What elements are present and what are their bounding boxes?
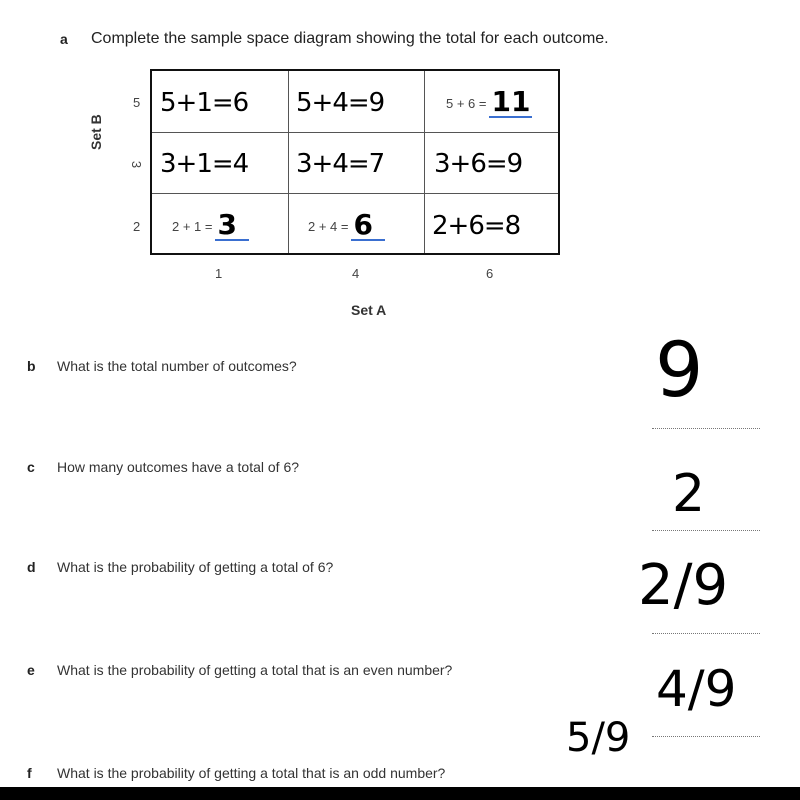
handwritten-answer: 3+4=7 (296, 149, 385, 179)
printed-equation: 5 + 6 = (446, 95, 487, 111)
set-a-tick-6: 6 (486, 266, 494, 281)
question-d-letter: d (27, 559, 36, 575)
answer-d: 2/9 (638, 553, 729, 618)
cell-3-4[interactable] (296, 138, 422, 190)
question-d-text: What is the probability of getting a total of 6? (57, 559, 334, 575)
handwritten-answer: 2+6=8 (432, 211, 521, 241)
question-e-text: What is the probability of getting a total that is an even number? (57, 662, 453, 678)
cell-5-4[interactable] (296, 77, 422, 129)
grid-divider (152, 193, 558, 194)
question-b-letter: b (27, 358, 36, 374)
printed-equation: 2 + 4 = (308, 218, 349, 234)
question-c-letter: c (27, 459, 35, 475)
question-e-letter: e (27, 662, 35, 678)
grid-divider (288, 71, 289, 253)
grid-divider (424, 71, 425, 253)
answer-line-e[interactable] (652, 736, 760, 737)
answer-line-d[interactable] (652, 633, 760, 634)
set-b-tick-5: 5 (133, 95, 141, 110)
answer-blank: 11 (491, 85, 531, 118)
part-a-instruction: Complete the sample space diagram showing the total for each outcome. (91, 30, 609, 47)
question-f-text: What is the probability of getting a total that is an odd number? (57, 765, 446, 781)
answer-blank: 6 (351, 211, 385, 241)
printed-equation: 2 + 1 = (172, 218, 213, 234)
cell-2-6[interactable] (432, 199, 560, 253)
answer-f: 5/9 (566, 715, 631, 761)
question-b-text: What is the total number of outcomes? (57, 358, 297, 374)
cell-3-1[interactable] (160, 138, 286, 190)
cell-3-6[interactable] (434, 138, 560, 190)
question-c-text: How many outcomes have a total of 6? (57, 459, 300, 475)
grid-divider (152, 132, 558, 133)
answer-c: 2 (672, 464, 706, 524)
cell-2-4[interactable] (308, 199, 422, 253)
y-axis-label: Set B (88, 114, 104, 150)
cell-5-1[interactable] (160, 77, 286, 129)
part-a-letter: a (60, 31, 68, 47)
question-f-letter: f (27, 765, 32, 781)
set-a-tick-1: 1 (215, 266, 223, 281)
handwritten-answer: 3+6=9 (434, 149, 523, 179)
handwritten-answer: 3+1=4 (160, 149, 249, 179)
cell-5-6[interactable] (446, 77, 558, 129)
answer-line-b[interactable] (652, 428, 760, 429)
answer-e: 4/9 (656, 660, 737, 718)
answer-b: 9 (655, 325, 704, 414)
bottom-edge-bar (0, 787, 800, 800)
set-b-tick-3: 3 (129, 160, 145, 169)
sample-space-grid (150, 69, 560, 255)
set-b-tick-2: 2 (133, 219, 141, 234)
handwritten-answer: 5+1=6 (160, 88, 249, 118)
cell-2-1[interactable] (172, 199, 286, 253)
x-axis-label: Set A (351, 302, 387, 318)
set-a-tick-4: 4 (352, 266, 360, 281)
answer-line-c[interactable] (652, 530, 760, 531)
handwritten-answer: 5+4=9 (296, 88, 385, 118)
answer-blank: 3 (215, 211, 249, 241)
